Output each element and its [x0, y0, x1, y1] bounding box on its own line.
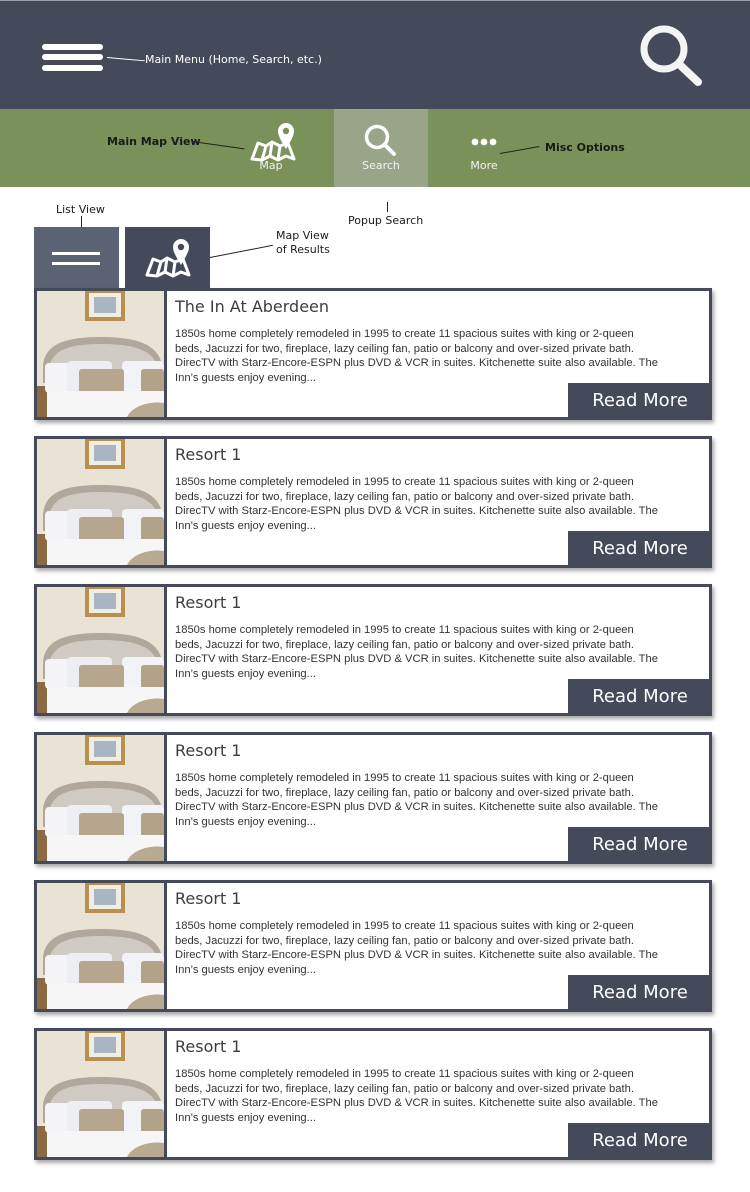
read-more-button[interactable]: Read More	[568, 531, 712, 568]
result-card	[34, 732, 712, 864]
result-description	[175, 919, 695, 977]
bed-image-icon	[37, 1031, 164, 1157]
description-line: 1850s home completely remodeled in 1995 to create 11 spacious suites with king or 2-queen	[175, 476, 634, 488]
map-view-annotation: Map View	[276, 229, 329, 242]
result-description	[175, 327, 695, 385]
result-card	[34, 1028, 712, 1160]
description-line: 1850s home completely remodeled in 1995 to create 11 spacious suites with king or 2-queen	[175, 772, 634, 784]
description-line: 1850s home completely remodeled in 1995 to create 11 spacious suites with king or 2-queen	[175, 328, 634, 340]
result-card-body	[167, 587, 709, 713]
hamburger-icon	[42, 44, 103, 50]
result-card	[34, 880, 712, 1012]
nav-item-label: Search	[362, 159, 400, 172]
result-title[interactable]: Resort 1	[175, 593, 242, 612]
result-title[interactable]: Resort 1	[175, 445, 242, 464]
nav-item-label: More	[470, 159, 498, 172]
result-card-body	[167, 291, 709, 417]
result-description	[175, 1067, 695, 1125]
result-card	[34, 584, 712, 716]
result-title[interactable]: The In At Aberdeen	[175, 297, 330, 316]
description-line: beds, Jacuzzi for two, fireplace, lazy ceiling fan, patio or balcony and over-sized private bath.	[175, 1082, 634, 1095]
result-card-body	[167, 439, 709, 565]
result-card-body	[167, 883, 709, 1009]
description-line: DirecTV with Starz-Encore-ESPN plus DVD & VCR in suites. Kitchenette suite also available. The	[175, 801, 658, 813]
result-card	[34, 436, 712, 568]
read-more-button[interactable]: Read More	[568, 1123, 712, 1160]
map-view-annotation-line2: of Results	[276, 243, 330, 256]
description-line: beds, Jacuzzi for two, fireplace, lazy ceiling fan, patio or balcony and over-sized private bath.	[175, 342, 634, 355]
description-line: Inn’s guests enjoy evening...	[175, 667, 316, 680]
nav-item-search[interactable]	[334, 109, 428, 187]
hotel-room-photo[interactable]	[37, 439, 164, 565]
bed-image-icon	[37, 291, 164, 417]
list-icon	[52, 251, 102, 267]
read-more-button[interactable]: Read More	[568, 975, 712, 1012]
main-menu-annotation: Main Menu (Home, Search, etc.)	[145, 53, 322, 66]
misc-options-annotation: Misc Options	[545, 141, 625, 154]
description-line: Inn’s guests enjoy evening...	[175, 963, 316, 976]
main-map-view-annotation: Main Map View	[107, 135, 201, 148]
header-search-button[interactable]	[636, 23, 706, 87]
description-line: beds, Jacuzzi for two, fireplace, lazy ceiling fan, patio or balcony and over-sized private bath.	[175, 786, 634, 799]
annotation-line	[107, 57, 145, 61]
bed-image-icon	[37, 587, 164, 713]
bed-image-icon	[37, 883, 164, 1009]
description-line: DirecTV with Starz-Encore-ESPN plus DVD & VCR in suites. Kitchenette suite also available. The	[175, 949, 658, 961]
result-card	[34, 288, 712, 420]
read-more-button[interactable]: Read More	[568, 827, 712, 864]
popup-search-annotation: Popup Search	[348, 214, 424, 227]
hotel-room-photo[interactable]	[37, 735, 164, 861]
description-line: Inn’s guests enjoy evening...	[175, 1111, 316, 1124]
bottom-nav-bar	[0, 109, 750, 187]
hotel-room-photo[interactable]	[37, 291, 164, 417]
description-line: DirecTV with Starz-Encore-ESPN plus DVD & VCR in suites. Kitchenette suite also available. The	[175, 1097, 658, 1109]
bed-image-icon	[37, 735, 164, 861]
list-view-annotation: List View	[56, 203, 105, 216]
map-pin-icon	[143, 237, 193, 281]
description-line: DirecTV with Starz-Encore-ESPN plus DVD & VCR in suites. Kitchenette suite also available. The	[175, 357, 658, 369]
description-line: 1850s home completely remodeled in 1995 to create 11 spacious suites with king or 2-queen	[175, 1068, 634, 1080]
description-line: beds, Jacuzzi for two, fireplace, lazy ceiling fan, patio or balcony and over-sized private bath.	[175, 490, 634, 503]
read-more-button[interactable]: Read More	[568, 383, 712, 420]
annotation-line	[81, 216, 82, 227]
hamburger-icon-bar	[42, 54, 103, 60]
search-icon	[361, 122, 401, 162]
hotel-room-photo[interactable]	[37, 1031, 164, 1157]
search-icon	[636, 23, 706, 87]
description-line: Inn’s guests enjoy evening...	[175, 371, 316, 384]
ellipsis-icon	[470, 137, 500, 147]
result-title[interactable]: Resort 1	[175, 1037, 242, 1056]
hotel-room-photo[interactable]	[37, 587, 164, 713]
description-line: beds, Jacuzzi for two, fireplace, lazy ceiling fan, patio or balcony and over-sized private bath.	[175, 638, 634, 651]
result-title[interactable]: Resort 1	[175, 889, 242, 908]
result-card-body	[167, 1031, 709, 1157]
result-title[interactable]: Resort 1	[175, 741, 242, 760]
result-description	[175, 623, 695, 681]
nav-item-map[interactable]	[224, 109, 318, 187]
description-line: 1850s home completely remodeled in 1995 to create 11 spacious suites with king or 2-queen	[175, 920, 634, 932]
annotation-line	[210, 245, 273, 258]
map-view-toggle[interactable]	[125, 227, 210, 289]
result-description	[175, 771, 695, 829]
app-header	[0, 0, 750, 109]
hotel-room-photo[interactable]	[37, 883, 164, 1009]
read-more-button[interactable]: Read More	[568, 679, 712, 716]
annotation-line	[387, 202, 388, 212]
result-card-body	[167, 735, 709, 861]
main-menu-button[interactable]	[42, 44, 103, 71]
result-description	[175, 475, 695, 533]
bed-image-icon	[37, 439, 164, 565]
description-line: DirecTV with Starz-Encore-ESPN plus DVD & VCR in suites. Kitchenette suite also available. The	[175, 653, 658, 665]
description-line: beds, Jacuzzi for two, fireplace, lazy ceiling fan, patio or balcony and over-sized private bath.	[175, 934, 634, 947]
description-line: Inn’s guests enjoy evening...	[175, 815, 316, 828]
description-line: Inn’s guests enjoy evening...	[175, 519, 316, 532]
hamburger-icon-bar	[42, 65, 103, 71]
description-line: DirecTV with Starz-Encore-ESPN plus DVD & VCR in suites. Kitchenette suite also available. The	[175, 505, 658, 517]
nav-item-more[interactable]	[437, 109, 531, 187]
list-view-toggle[interactable]	[34, 227, 119, 289]
nav-item-label: Map	[259, 159, 283, 172]
description-line: 1850s home completely remodeled in 1995 to create 11 spacious suites with king or 2-queen	[175, 624, 634, 636]
